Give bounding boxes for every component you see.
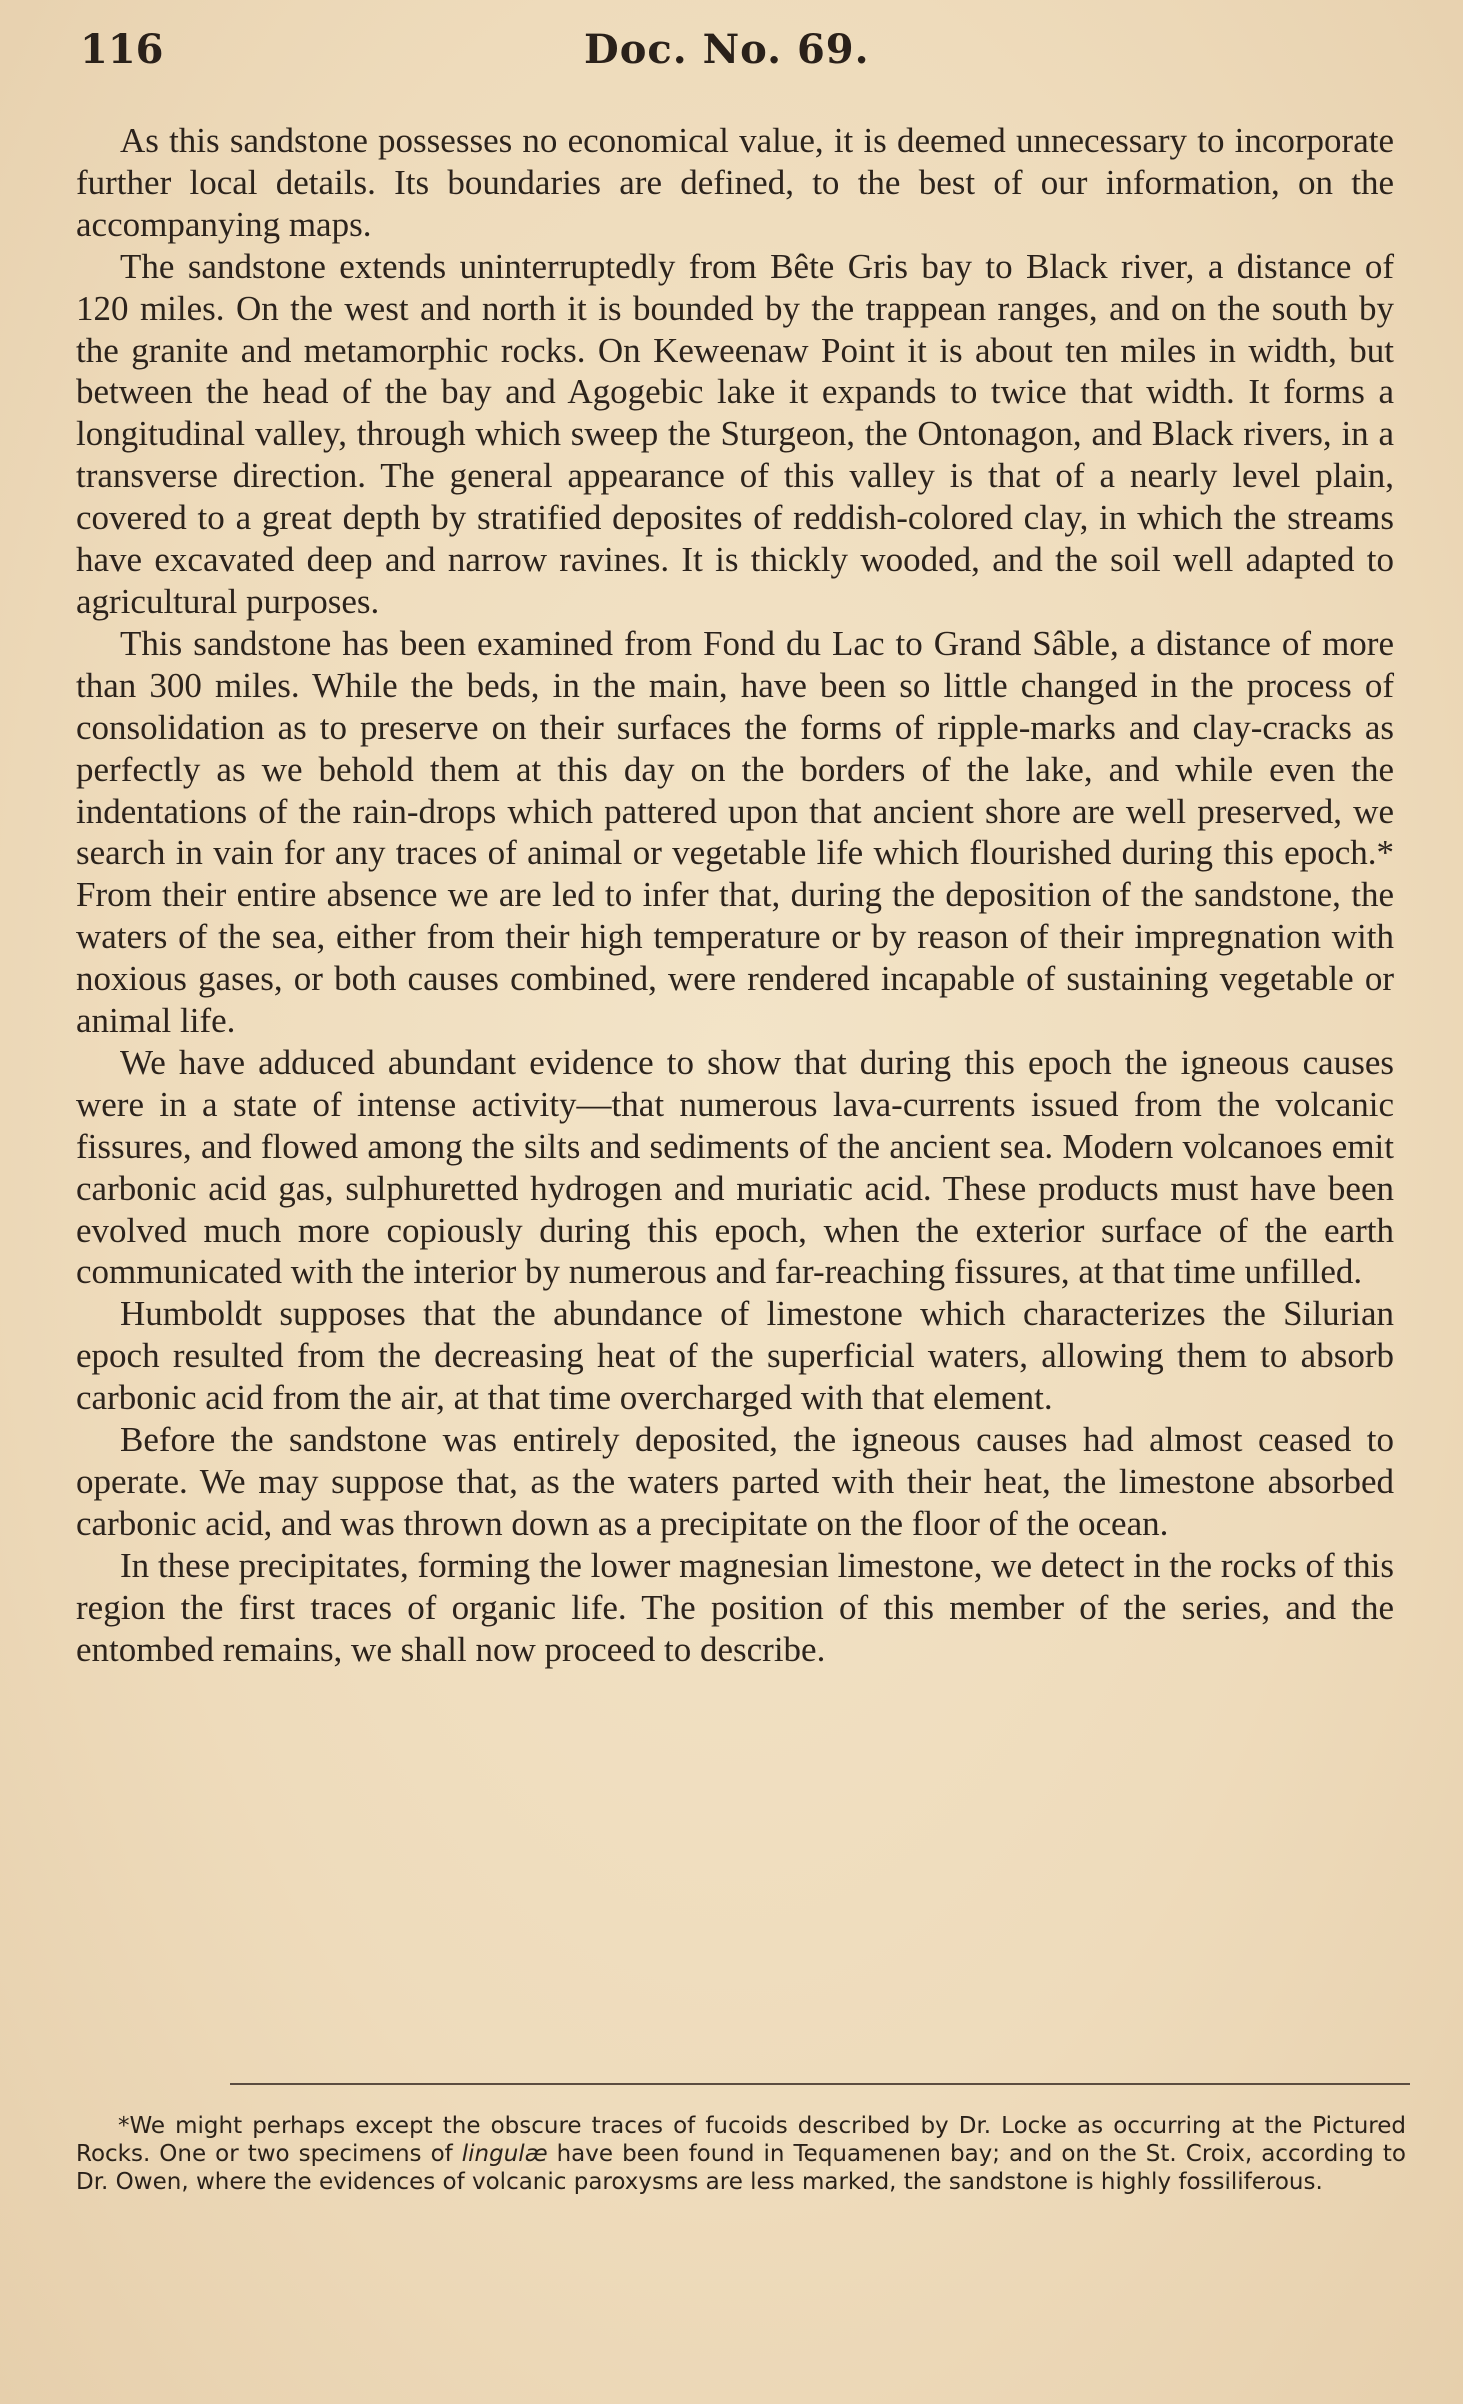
paragraph-3: This sandstone has been examined from Fond du Lac to Grand Sâble, a distance of more than 300 miles. While the beds, in the main, have been so little changed in the process of consolidation as to preserve on their surfaces the forms of ripple-marks and clay-cracks as perfectly as we behold them at this day on the borders of the lake, and while even the indentations of the rain-drops which pattered upon that ancient shore are well preserved, we search in vain for any traces of animal or vegetable life which flourished during this epoch.* From their entire absence we are led to infer that, during the deposition of the sandstone, the waters of the sea, either from their high temperature or by reason of their impregnation with noxious gases, or both causes combined, were rendered incapable of sustaining vegetable or animal life. [76,623,1394,1041]
paragraph-6: Before the sandstone was entirely deposited, the igneous causes had almost ceased to operate. We may suppose that, as the waters parted with their heat, the limestone absorbed carbonic acid, and was thrown down as a precipitate on the floor of the ocean. [76,1420,1394,1543]
paragraph-2: The sandstone extends uninterruptedly from Bête Gris bay to Black river, a distance of 120 miles. On the west and north it is bounded by the trappean ranges, and on the south by the granite and metamorphic rocks. On Keweenaw Point it is about ten miles in width, but between the head of the bay and Agogebic lake it expands to twice that width. It forms a longitudinal valley, through which sweep the Sturgeon, the Ontonagon, and Black rivers, in a transverse direction. The general appearance of this valley is that of a nearly level plain, covered to a great depth by stratified deposites of reddish-colored clay, in which the streams have excavated deep and narrow ravines. It is thickly wooded, and the soil well adapted to agricultural purposes. [76,246,1394,621]
paragraph-7: In these precipitates, forming the lower magnesian limestone, we detect in the rocks of this region the first traces of organic life. The position of this member of the series, and the entombed remains, we shall now proceed to describe. [76,1545,1394,1669]
footnote [76,2112,1406,2196]
footnote-italic-term: lingulæ [461,2141,548,2167]
body-text [76,120,1394,1671]
paragraph-1: As this sandstone possesses no economical value, it is deemed unnecessary to incorporate further local details. Its boundaries are defined, to the best of our information, on the accompanying maps. [76,121,1394,244]
page-number: 116 [80,26,164,73]
footnote-text-end: have been found in Tequamenen bay; and on the St. Croix, according to Dr. Owen, where the evidences of volcanic paroxysms are less marked, the sandstone is highly fossiliferous. [76,2141,1406,2195]
running-header [80,26,1400,86]
footnote-divider [230,2083,1410,2085]
footnote-text-start: *We might perhaps except the obscure traces of fucoids described by Dr. Locke as occurring at the Pictured Rocks. One or two specimens of [76,2113,1406,2167]
document-title: Doc. No. 69. [584,26,870,73]
paragraph-5: Humboldt supposes that the abundance of limestone which characterizes the Silurian epoch resulted from the decreasing heat of the superficial waters, allowing them to absorb carbonic acid from the air, at that time overcharged with that element. [76,1294,1394,1418]
paragraph-4: We have adduced abundant evidence to show that during this epoch the igneous causes were in a state of intense activity—that numerous lava-currents issued from the volcanic fissures, and flowed among the silts and sediments of the ancient sea. Modern volcanoes emit carbonic acid gas, sulphuretted hydrogen and muriatic acid. These products must have been evolved much more copiously during this epoch, when the exterior surface of the earth communicated with the interior by numerous and far-reaching fissures, at that time unfilled. [76,1042,1394,1292]
